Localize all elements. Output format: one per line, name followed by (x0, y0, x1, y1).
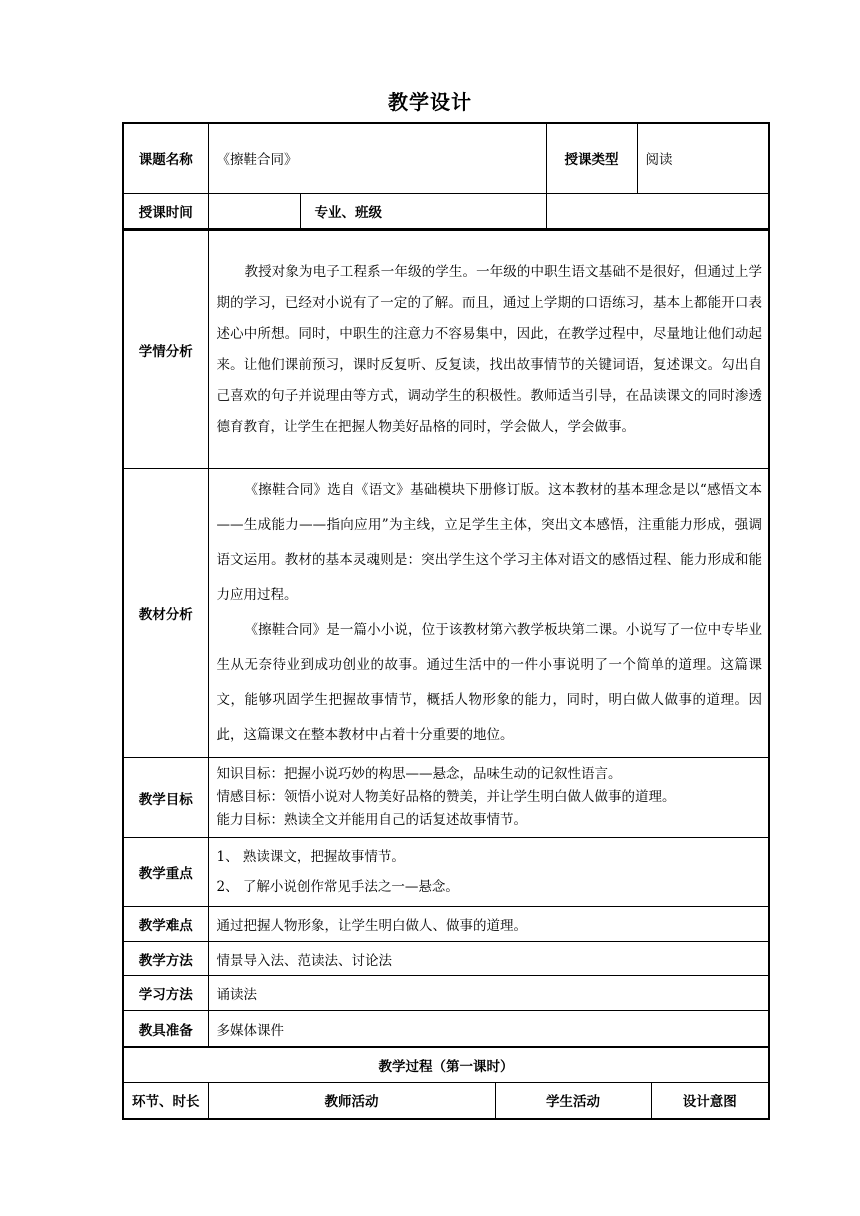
lesson-header-table (122, 122, 770, 230)
row-teaching-method (123, 942, 769, 976)
row-course-name (123, 123, 769, 193)
document-title: 教学设计 (388, 90, 472, 114)
row-difficulty (123, 907, 769, 942)
teaching-aids-value: 多媒体课件 (208, 1011, 769, 1047)
course-name-value: 《擦鞋合同》 (208, 123, 546, 193)
lesson-plan-form (122, 122, 768, 1120)
row-material-analysis (123, 469, 769, 758)
class-value (546, 193, 769, 229)
row-teaching-aids (123, 1011, 769, 1047)
teaching-goals-cell (208, 758, 769, 838)
row-process-title (123, 1048, 769, 1083)
row-learning-method (123, 976, 769, 1011)
col-header-stage: 环节、时长 (123, 1083, 208, 1119)
difficulty-value: 通过把握人物形象，让学生明白做人、做事的道理。 (208, 907, 769, 942)
goal-knowledge: 知识目标：把握小说巧妙的构思——悬念，品味生动的记叙性语言。 (216, 766, 622, 782)
key-point-1: 1、 熟读课文，把握故事情节。 (216, 849, 405, 865)
lesson-body-table (122, 230, 770, 1047)
material-analysis-para-1: 《擦鞋合同》选自《语文》基础模块下册修订版。这本教材的基本理念是以“感悟文本——生成能力——指向应用”为主线，立足学生主体，突出文本感悟，注重能力形成，强调语文运用。教材的基本灵魂则是：突出学生这个学习主体对语文的感悟过程、能力形成和能力应用过程。 (216, 482, 762, 603)
row-time-class (123, 193, 769, 229)
teaching-aids-label: 教具准备 (123, 1011, 208, 1047)
key-points-label: 教学重点 (123, 838, 208, 907)
row-process-headers (123, 1083, 769, 1119)
goal-ability: 能力目标：熟读全文并能用自己的话复述故事情节。 (216, 812, 527, 828)
col-header-teacher: 教师活动 (208, 1083, 495, 1119)
difficulty-label: 教学难点 (123, 907, 208, 942)
row-teaching-goals (123, 758, 769, 838)
row-student-analysis (123, 231, 769, 469)
row-key-points (123, 838, 769, 907)
col-header-intent: 设计意图 (651, 1083, 769, 1119)
teaching-method-label: 教学方法 (123, 942, 208, 976)
teaching-process-table (122, 1047, 770, 1120)
class-label: 专业、班级 (314, 204, 382, 221)
student-analysis-label: 学情分析 (123, 231, 208, 469)
lesson-type-value: 阅读 (637, 123, 769, 193)
learning-method-value: 诵读法 (208, 976, 769, 1011)
student-analysis-cell (208, 231, 769, 469)
key-point-2: 2、 了解小说创作常见手法之一—悬念。 (216, 879, 459, 895)
key-points-cell (208, 838, 769, 907)
col-header-student: 学生活动 (495, 1083, 651, 1119)
material-analysis-cell (208, 469, 769, 758)
process-title: 教学过程（第一课时） (123, 1048, 769, 1083)
material-analysis-para-2: 《擦鞋合同》是一篇小小说，位于该教材第六教学板块第二课。小说写了一位中专毕业生从无奈待业到成功创业的故事。通过生活中的一件小事说明了一个简单的道理。这篇课文，能够巩固学生把握故事情节，概括人物形象的能力，同时，明白做人做事的道理。因此，这篇课文在整本教材中占着十分重要的地位。 (216, 622, 762, 743)
teaching-method-value: 情景导入法、范读法、讨论法 (208, 942, 769, 976)
student-analysis-text: 教授对象为电子工程系一年级的学生。一年级的中职生语文基础不是很好，但通过上学期的学习，已经对小说有了一定的了解。而且，通过上学期的口语练习，基本上都能开口表述心中所想。同时，中职生的注意力不容易集中，因此，在教学过程中，尽量地让他们动起来。让他们课前预习，课时反复听、反复读，找出故事情节的关键词语，复述课文。勾出自己喜欢的句子并说理由等方式，调动学生的积极性。教师适当引导，在品读课文的同时渗透德育教育，让学生在把握人物美好品格的同时，学会做人，学会做事。 (216, 263, 762, 435)
goal-emotion: 情感目标：领悟小说对人物美好品格的赞美，并让学生明白做人做事的道理。 (216, 789, 676, 805)
class-label-cell (300, 193, 546, 229)
teaching-goals-label: 教学目标 (123, 758, 208, 838)
lesson-type-label: 授课类型 (546, 123, 637, 193)
learning-method-label: 学习方法 (123, 976, 208, 1011)
material-analysis-label: 教材分析 (123, 469, 208, 758)
lesson-time-label: 授课时间 (123, 193, 208, 229)
course-name-label: 课题名称 (123, 123, 208, 193)
lesson-time-value (208, 193, 300, 229)
